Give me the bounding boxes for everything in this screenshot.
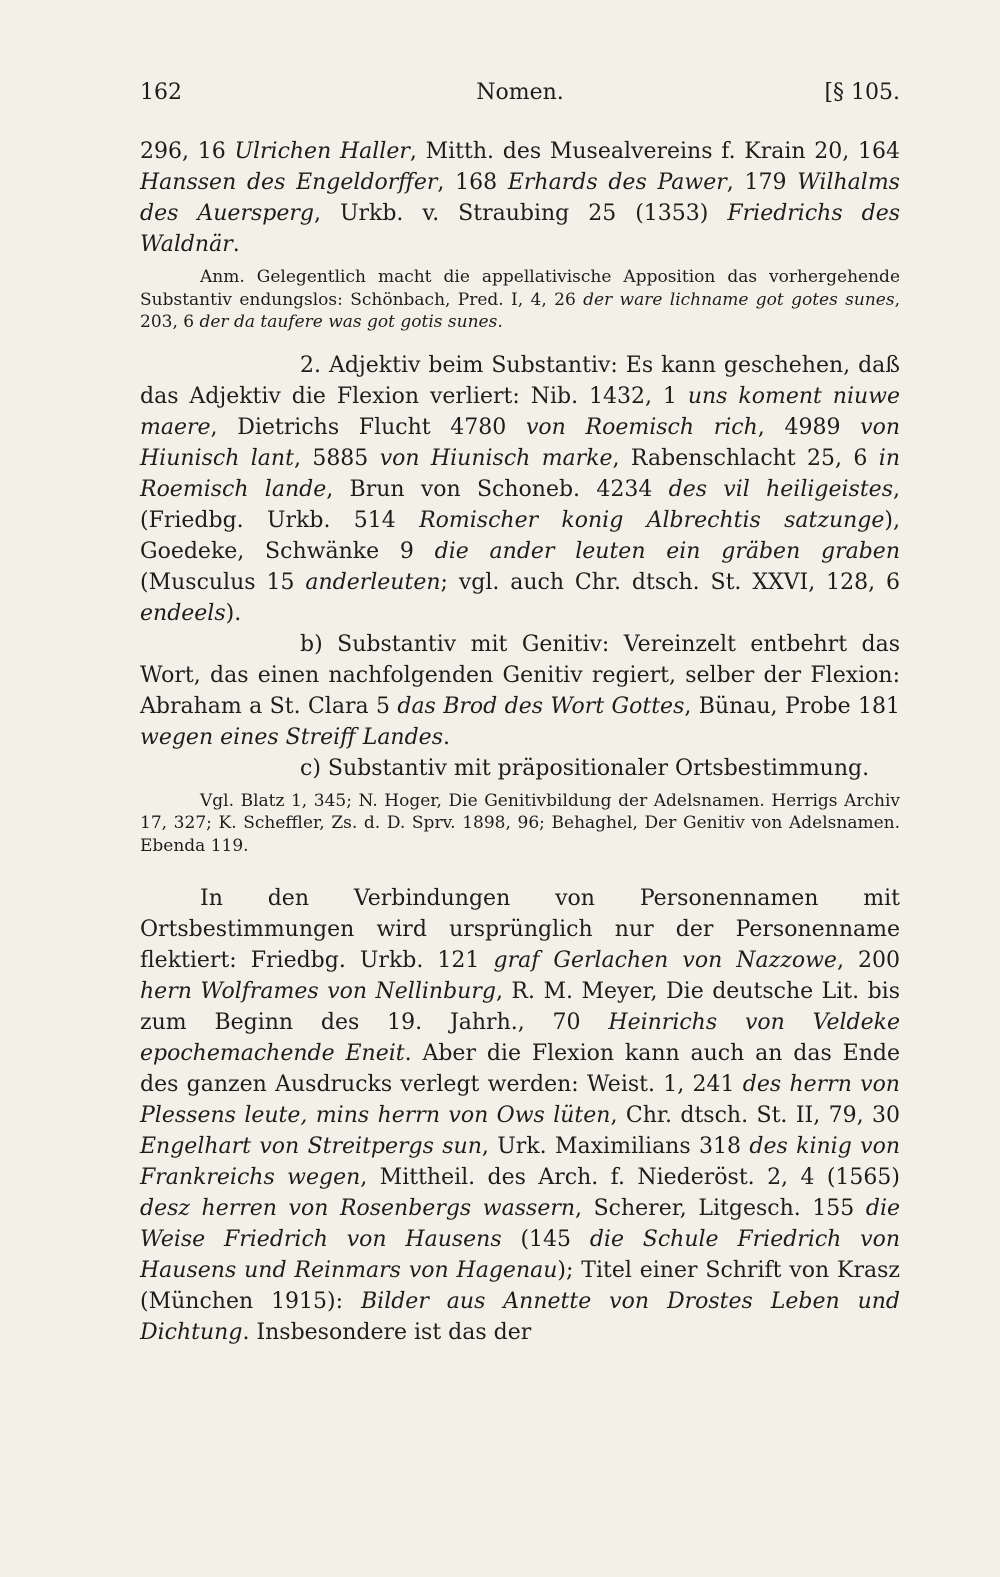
note-references: [140, 790, 900, 858]
text-run: (Musculus 15: [140, 569, 306, 595]
text-run: , R. M. Meyer, Die deutsche Lit. bis zum Beginn des 19. Jahrh., 70: [140, 979, 900, 1035]
text-run: .: [232, 232, 240, 257]
text-run: In den Verbindungen von Personennamen mit Ortsbestimmungen wird ursprünglich nur der Personenname flektiert: Friedbg. Urkb. 121: [140, 886, 900, 973]
text-run: , Urkb. v. Straubing 25 (1353): [313, 201, 728, 226]
text-run: , Urk. Maximilians 318: [481, 1134, 750, 1159]
text-run: 296, 16: [140, 139, 235, 164]
text-run: , Brun von Schoneb. 4234: [326, 476, 669, 502]
text-run: , 203, 6: [140, 289, 900, 332]
example-quote: des vil heiligeistes: [668, 476, 893, 502]
example-quote: von Roemisch rich: [525, 414, 758, 440]
example-quote: der da taufere was got gotis sunes: [199, 312, 498, 332]
example-quote: von Hiunisch lant: [140, 414, 900, 471]
paragraph-genitive: [140, 629, 900, 753]
example-quote: Romischer konig Albrechtis satzunge: [419, 507, 885, 533]
example-quote: Hanssen des Engeldorffer: [140, 170, 438, 195]
text-run: .: [443, 724, 450, 750]
text-run: , 200: [836, 948, 901, 973]
text-run: . Aber die Flexion kann auch an das Ende des ganzen Ausdrucks verlegt werden: Weist. 1, 241: [140, 1041, 900, 1097]
text-run: ; vgl. auch Chr. dtsch. St. XXVI, 128, 6: [440, 569, 900, 595]
text-run: , Scherer, Litgesch. 155: [575, 1196, 866, 1221]
text-run: , Mittheil. des Arch. f. Niederöst. 2, 4 (1565): [360, 1165, 900, 1190]
example-quote: des herrn von Plessens leute, mins herrn von Ows lüten: [140, 1072, 900, 1128]
example-quote: die ander leuten ein gräben graben: [434, 538, 900, 564]
page-number: 162: [140, 80, 182, 105]
text-run: , Mitth. des Musealvereins f. Krain 20, 164: [409, 139, 901, 164]
example-quote: desz herren von Rosenbergs wassern: [140, 1196, 576, 1221]
example-quote: hern Wolframes von Nellinburg: [140, 979, 496, 1004]
text-run: b) Substantiv mit Genitiv: Vereinzelt entbehrt das Wort, das einen nachfolgenden Genitiv regiert, selber der Flexion: Abraham a St. Clara 5: [140, 631, 900, 719]
example-quote: Wilhalms des Auersperg: [140, 170, 900, 226]
paragraph-adjective: [140, 350, 900, 629]
text-run: 2. Adjektiv beim Substantiv: Es kann geschehen, daß das Adjektiv die Flexion verliert: Nib. 1432, 1: [140, 352, 900, 409]
text-run: , Bünau, Probe 181: [684, 693, 900, 719]
text-run: , Chr. dtsch. St. II, 79, 30: [610, 1103, 900, 1128]
example-quote: Erhards des Pawer: [507, 170, 727, 195]
section-marker: [§ 105.: [824, 80, 900, 105]
paragraph-examples-continued: [140, 136, 900, 260]
text-run: , 168: [437, 170, 508, 195]
paragraph-prepositional: [140, 753, 900, 784]
text-run: , Dietrichs Flucht 4780: [210, 414, 526, 440]
example-quote: uns koment niuwe maere: [140, 383, 900, 440]
example-quote: Engelhart von Streitpergs sun: [140, 1134, 482, 1159]
example-quote: in Roemisch lande: [140, 445, 901, 502]
text-run: Vgl. Blatz 1, 345; N. Hoger, Die Genitivbildung der Adelsnamen. Herrigs Archiv 17, 327; K. Scheffler, Zs. d. D. Sprv. 1898, 96; Behaghel, Der Genitiv von Adelsnamen. Ebenda 119.: [140, 790, 900, 856]
text-run: , 179: [726, 170, 798, 195]
example-quote: das Brod des Wort Gottes: [397, 693, 685, 719]
example-quote: anderleuten: [305, 569, 441, 595]
example-quote: Ulrichen Haller: [234, 139, 410, 164]
text-run: Anm. Gelegentlich macht die appellativische Apposition das vorhergehende Substantiv endungslos: Schönbach, Pred. I, 4, 26: [140, 267, 900, 310]
text-run: , Rabenschlacht 25, 6: [612, 445, 879, 471]
example-quote: graf Gerlachen von Nazzowe: [493, 948, 837, 973]
example-quote: von Hiunisch marke: [379, 445, 613, 471]
example-quote: die Weise Friedrich von Hausens: [140, 1196, 900, 1252]
example-quote: Bilder aus Annette von Drostes Leben und Dichtung: [140, 1289, 900, 1345]
text-run: , 5885: [293, 445, 380, 471]
paragraph-personal-names: [140, 883, 900, 1348]
note-apposition: [140, 266, 900, 334]
example-quote: die Schule Friedrich von Hausens und Reinmars von Hagenau: [140, 1227, 900, 1283]
text-run: ).: [225, 600, 242, 626]
example-quote: Friedrichs des Waldnär: [140, 201, 901, 257]
text-run: ), Goedeke, Schwänke 9: [140, 507, 900, 564]
text-run: ); Titel einer Schrift von Krasz (München 1915):: [140, 1258, 900, 1314]
text-run: , (Friedbg. Urkb. 514: [140, 476, 900, 533]
text-run: c) Substantiv mit präpositionaler Ortsbestimmung.: [300, 755, 870, 781]
example-quote: endeels: [140, 600, 226, 626]
text-run: . Insbesondere ist das der: [242, 1320, 532, 1345]
example-quote: wegen eines Streiff Landes: [140, 724, 443, 750]
example-quote: Heinrichs von Veldeke epochemachende Eneit: [140, 1010, 901, 1066]
example-quote: der ware lichname got gotes sunes: [583, 289, 895, 310]
page-body: [140, 136, 900, 1348]
text-run: , 4989: [757, 414, 861, 440]
text-run: (145: [501, 1227, 590, 1252]
text-run: .: [497, 312, 503, 332]
example-quote: des kinig von Frankreichs wegen: [140, 1134, 900, 1190]
running-title: Nomen.: [476, 80, 564, 105]
